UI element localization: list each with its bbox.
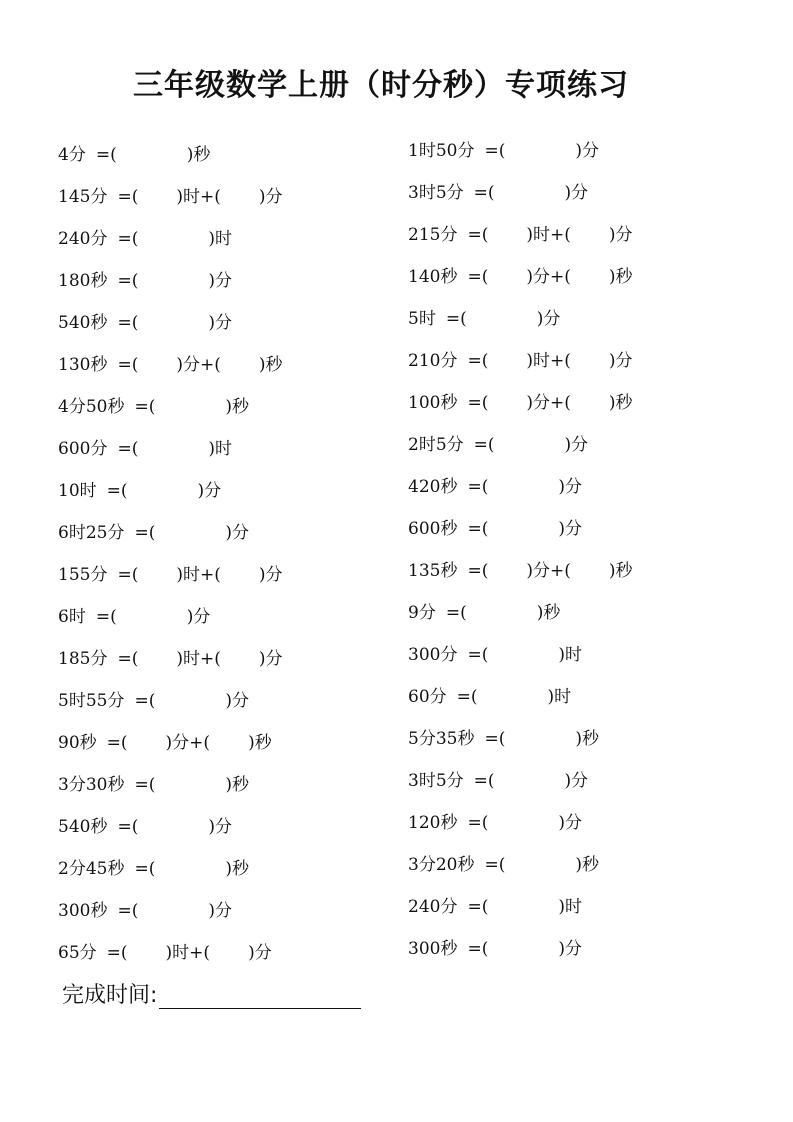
close-paren: ) <box>225 775 232 795</box>
exercise-expression: 2分45秒 <box>58 859 125 879</box>
close-paren: ) <box>558 813 565 833</box>
unit-label: 秒 <box>265 355 283 375</box>
unit-label: 分 <box>214 901 232 921</box>
equals-open-paren: =( <box>456 687 478 707</box>
exercise-expression: 90秒 <box>58 733 97 753</box>
equals-open-paren: =( <box>473 183 495 203</box>
close-paren: ) <box>558 477 565 497</box>
close-paren: ) <box>608 267 616 287</box>
plus-open-paren: +( <box>549 225 571 245</box>
close-paren: ) <box>547 687 555 707</box>
close-paren: ) <box>575 141 582 161</box>
equals-open-paren: =( <box>95 607 117 627</box>
close-paren: ) <box>165 733 173 753</box>
exercise-item <box>408 256 633 298</box>
close-paren: ) <box>176 355 183 375</box>
equals-open-paren: =( <box>117 229 139 249</box>
exercise-item <box>58 512 283 554</box>
exercise-item <box>408 424 633 466</box>
equals-open-paren: =( <box>467 477 489 497</box>
close-paren: ) <box>564 435 572 455</box>
exercise-item <box>58 260 283 302</box>
unit-label: 分 <box>581 141 599 161</box>
exercise-item <box>408 592 633 634</box>
exercise-expression: 60分 <box>408 687 447 707</box>
unit-label: 分 <box>214 313 232 333</box>
plus-open-paren: +( <box>549 267 571 287</box>
close-paren: ) <box>526 393 533 413</box>
close-paren: ) <box>558 645 565 665</box>
exercise-expression: 3时5分 <box>408 771 464 791</box>
exercise-item <box>408 676 633 718</box>
equals-open-paren: =( <box>467 897 489 917</box>
exercise-item <box>408 550 633 592</box>
exercise-item <box>58 764 283 806</box>
exercise-item <box>408 508 633 550</box>
close-paren: ) <box>248 733 255 753</box>
unit-label: 时 <box>182 649 200 669</box>
close-paren: ) <box>208 271 215 291</box>
exercise-expression: 135秒 <box>408 561 458 581</box>
close-paren: ) <box>197 481 205 501</box>
unit-label: 秒 <box>231 397 249 417</box>
exercise-expression: 300秒 <box>408 939 458 959</box>
unit-label: 分 <box>532 561 550 581</box>
unit-label: 时 <box>532 351 550 371</box>
equals-open-paren: =( <box>106 943 128 963</box>
exercise-expression: 6时25分 <box>58 523 125 543</box>
unit-label: 分 <box>564 939 582 959</box>
exercise-expression: 2时5分 <box>408 435 464 455</box>
exercise-expression: 5分35秒 <box>408 729 475 749</box>
exercise-item <box>408 718 633 760</box>
equals-open-paren: =( <box>445 309 467 329</box>
close-paren: ) <box>526 267 533 287</box>
unit-label: 分 <box>615 225 633 245</box>
close-paren: ) <box>526 351 533 371</box>
close-paren: ) <box>558 897 565 917</box>
exercise-item <box>408 172 633 214</box>
exercise-item <box>58 470 283 512</box>
exercise-expression: 600分 <box>58 439 108 459</box>
close-paren: ) <box>165 943 173 963</box>
exercise-item <box>58 386 283 428</box>
exercise-item <box>58 848 283 890</box>
close-paren: ) <box>248 943 255 963</box>
exercise-expression: 3分30秒 <box>58 775 125 795</box>
exercise-expression: 4分 <box>58 145 86 165</box>
unit-label: 分 <box>571 771 589 791</box>
close-paren: ) <box>186 607 194 627</box>
equals-open-paren: =( <box>134 859 156 879</box>
close-paren: ) <box>208 901 215 921</box>
equals-open-paren: =( <box>484 141 506 161</box>
exercise-expression: 120秒 <box>408 813 458 833</box>
plus-open-paren: +( <box>189 733 211 753</box>
unit-label: 秒 <box>615 267 633 287</box>
close-paren: ) <box>536 309 544 329</box>
unit-label: 秒 <box>581 729 599 749</box>
right-column <box>408 130 633 970</box>
unit-label: 秒 <box>231 775 249 795</box>
exercise-expression: 215分 <box>408 225 458 245</box>
unit-label: 分 <box>172 733 190 753</box>
equals-open-paren: =( <box>106 733 128 753</box>
equals-open-paren: =( <box>473 435 495 455</box>
completion-time-blank[interactable] <box>159 984 361 1009</box>
exercise-expression: 145分 <box>58 187 108 207</box>
unit-label: 时 <box>532 225 550 245</box>
unit-label: 秒 <box>543 603 561 623</box>
exercise-expression: 6时 <box>58 607 86 627</box>
close-paren: ) <box>608 393 616 413</box>
equals-open-paren: =( <box>484 729 506 749</box>
exercise-expression: 5时55分 <box>58 691 125 711</box>
close-paren: ) <box>176 649 183 669</box>
unit-label: 分 <box>204 481 222 501</box>
unit-label: 时 <box>182 565 200 585</box>
exercise-item <box>408 340 633 382</box>
exercise-expression: 140秒 <box>408 267 458 287</box>
close-paren: ) <box>536 603 544 623</box>
exercise-item <box>408 634 633 676</box>
exercise-expression: 130秒 <box>58 355 108 375</box>
close-paren: ) <box>258 187 266 207</box>
exercise-expression: 5时 <box>408 309 436 329</box>
exercise-expression: 300分 <box>408 645 458 665</box>
exercise-item <box>58 596 283 638</box>
exercise-item <box>408 928 633 970</box>
unit-label: 秒 <box>581 855 599 875</box>
equals-open-paren: =( <box>117 439 139 459</box>
exercise-expression: 9分 <box>408 603 436 623</box>
equals-open-paren: =( <box>473 771 495 791</box>
exercise-expression: 600秒 <box>408 519 458 539</box>
unit-label: 分 <box>265 187 283 207</box>
completion-time-label: 完成时间: <box>62 983 158 1008</box>
unit-label: 秒 <box>615 561 633 581</box>
equals-open-paren: =( <box>134 523 156 543</box>
unit-label: 分 <box>265 649 283 669</box>
unit-label: 时 <box>172 943 190 963</box>
unit-label: 秒 <box>254 733 272 753</box>
unit-label: 时 <box>564 645 582 665</box>
unit-label: 分 <box>564 477 582 497</box>
exercise-expression: 210分 <box>408 351 458 371</box>
plus-open-paren: +( <box>199 355 221 375</box>
equals-open-paren: =( <box>117 313 139 333</box>
exercise-item <box>408 382 633 424</box>
unit-label: 秒 <box>193 145 211 165</box>
close-paren: ) <box>564 771 572 791</box>
close-paren: ) <box>186 145 194 165</box>
close-paren: ) <box>176 565 183 585</box>
exercise-item <box>58 134 283 176</box>
close-paren: ) <box>258 355 266 375</box>
exercise-item <box>58 932 283 974</box>
unit-label: 分 <box>231 691 249 711</box>
exercise-item <box>58 806 283 848</box>
exercise-item <box>58 554 283 596</box>
equals-open-paren: =( <box>117 187 139 207</box>
completion-time <box>62 978 361 1009</box>
unit-label: 时 <box>214 229 232 249</box>
close-paren: ) <box>575 729 582 749</box>
equals-open-paren: =( <box>117 565 139 585</box>
equals-open-paren: =( <box>117 271 139 291</box>
close-paren: ) <box>558 519 565 539</box>
exercise-item <box>408 844 633 886</box>
exercise-item <box>408 802 633 844</box>
equals-open-paren: =( <box>117 817 139 837</box>
exercise-item <box>408 130 633 172</box>
unit-label: 分 <box>214 271 232 291</box>
plus-open-paren: +( <box>549 561 571 581</box>
equals-open-paren: =( <box>467 351 489 371</box>
left-column <box>58 134 283 974</box>
close-paren: ) <box>526 225 533 245</box>
close-paren: ) <box>608 225 616 245</box>
exercise-expression: 4分50秒 <box>58 397 125 417</box>
plus-open-paren: +( <box>199 187 221 207</box>
plus-open-paren: +( <box>549 393 571 413</box>
equals-open-paren: =( <box>467 561 489 581</box>
exercise-item <box>58 638 283 680</box>
exercise-expression: 540秒 <box>58 817 108 837</box>
equals-open-paren: =( <box>445 603 467 623</box>
close-paren: ) <box>225 859 232 879</box>
close-paren: ) <box>575 855 582 875</box>
exercise-item <box>58 722 283 764</box>
plus-open-paren: +( <box>189 943 211 963</box>
equals-open-paren: =( <box>467 225 489 245</box>
exercise-expression: 180秒 <box>58 271 108 291</box>
exercise-expression: 420秒 <box>408 477 458 497</box>
equals-open-paren: =( <box>467 267 489 287</box>
unit-label: 分 <box>543 309 561 329</box>
unit-label: 时 <box>564 897 582 917</box>
exercise-item <box>58 344 283 386</box>
close-paren: ) <box>558 939 565 959</box>
exercise-expression: 240分 <box>58 229 108 249</box>
equals-open-paren: =( <box>117 901 139 921</box>
exercise-expression: 540秒 <box>58 313 108 333</box>
exercise-expression: 155分 <box>58 565 108 585</box>
exercise-expression: 100秒 <box>408 393 458 413</box>
exercise-expression: 240分 <box>408 897 458 917</box>
close-paren: ) <box>225 523 232 543</box>
close-paren: ) <box>208 229 215 249</box>
plus-open-paren: +( <box>199 565 221 585</box>
exercise-item <box>408 298 633 340</box>
unit-label: 时 <box>214 439 232 459</box>
close-paren: ) <box>258 649 266 669</box>
equals-open-paren: =( <box>467 519 489 539</box>
exercise-expression: 10时 <box>58 481 97 501</box>
equals-open-paren: =( <box>117 355 139 375</box>
equals-open-paren: =( <box>95 145 117 165</box>
exercise-expression: 300秒 <box>58 901 108 921</box>
exercise-item <box>58 176 283 218</box>
unit-label: 分 <box>231 523 249 543</box>
exercise-item <box>408 760 633 802</box>
worksheet-title: 三年级数学上册（时分秒）专项练习 <box>133 68 629 103</box>
unit-label: 分 <box>254 943 272 963</box>
exercise-item <box>58 302 283 344</box>
unit-label: 时 <box>554 687 572 707</box>
equals-open-paren: =( <box>117 649 139 669</box>
exercise-expression: 185分 <box>58 649 108 669</box>
equals-open-paren: =( <box>467 645 489 665</box>
equals-open-paren: =( <box>467 939 489 959</box>
unit-label: 分 <box>571 183 589 203</box>
equals-open-paren: =( <box>467 813 489 833</box>
close-paren: ) <box>608 561 616 581</box>
unit-label: 分 <box>214 817 232 837</box>
equals-open-paren: =( <box>134 691 156 711</box>
close-paren: ) <box>608 351 616 371</box>
equals-open-paren: =( <box>484 855 506 875</box>
unit-label: 分 <box>182 355 200 375</box>
unit-label: 分 <box>615 351 633 371</box>
exercise-item <box>58 890 283 932</box>
close-paren: ) <box>564 183 572 203</box>
exercise-expression: 3分20秒 <box>408 855 475 875</box>
equals-open-paren: =( <box>134 775 156 795</box>
unit-label: 分 <box>193 607 211 627</box>
exercise-item <box>408 214 633 256</box>
close-paren: ) <box>258 565 266 585</box>
close-paren: ) <box>225 691 232 711</box>
unit-label: 分 <box>571 435 589 455</box>
close-paren: ) <box>176 187 183 207</box>
close-paren: ) <box>526 561 533 581</box>
equals-open-paren: =( <box>134 397 156 417</box>
exercise-expression: 3时5分 <box>408 183 464 203</box>
unit-label: 分 <box>265 565 283 585</box>
equals-open-paren: =( <box>467 393 489 413</box>
exercise-expression: 65分 <box>58 943 97 963</box>
unit-label: 分 <box>532 393 550 413</box>
exercise-item <box>58 218 283 260</box>
unit-label: 分 <box>532 267 550 287</box>
exercise-item <box>408 466 633 508</box>
exercise-item <box>58 680 283 722</box>
close-paren: ) <box>208 439 215 459</box>
unit-label: 分 <box>564 519 582 539</box>
unit-label: 时 <box>182 187 200 207</box>
plus-open-paren: +( <box>199 649 221 669</box>
unit-label: 秒 <box>615 393 633 413</box>
plus-open-paren: +( <box>549 351 571 371</box>
close-paren: ) <box>208 817 215 837</box>
unit-label: 分 <box>564 813 582 833</box>
exercise-item <box>58 428 283 470</box>
close-paren: ) <box>208 313 215 333</box>
close-paren: ) <box>225 397 232 417</box>
exercise-item <box>408 886 633 928</box>
equals-open-paren: =( <box>106 481 128 501</box>
exercise-expression: 1时50分 <box>408 141 475 161</box>
unit-label: 秒 <box>231 859 249 879</box>
